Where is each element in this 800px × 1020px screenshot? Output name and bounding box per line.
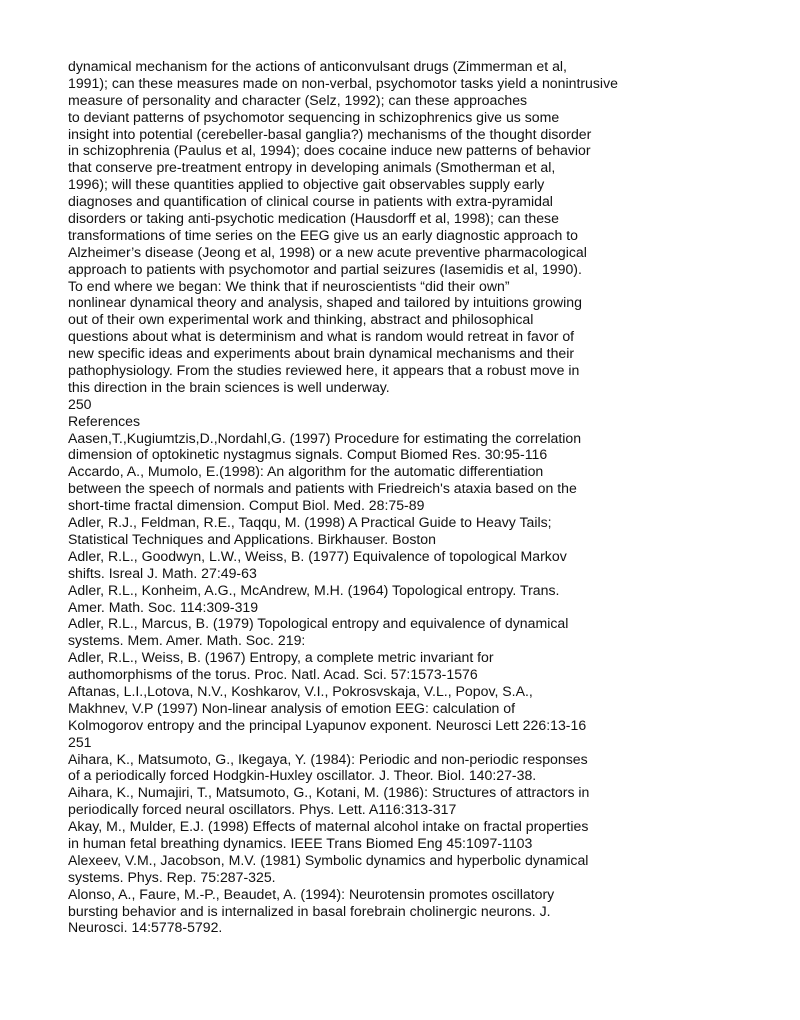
body-line: To end where we began: We think that if neuroscientists “did their own” — [68, 277, 510, 294]
body-line: in schizophrenia (Paulus et al, 1994); does cocaine induce new patterns of behavior — [68, 142, 591, 159]
reference-line: Aihara, K., Numajiri, T., Matsumoto, G., Kotani, M. (1986): Structures of attractors in — [68, 784, 590, 801]
reference-line: systems. Phys. Rep. 75:287-325. — [68, 868, 276, 885]
reference-line: between the speech of normals and patients with Friedreich's ataxia based on the — [68, 480, 577, 497]
references-heading: References — [68, 412, 141, 429]
reference-line: of a periodically forced Hodgkin-Huxley oscillator. J. Theor. Biol. 140:27-38. — [68, 767, 537, 784]
reference-line: Aftanas, L.I.,Lotova, N.V., Koshkarov, V.I., Pokrosvskaja, V.L., Popov, S.A., — [68, 682, 533, 699]
page-number: 251 — [68, 733, 92, 750]
body-line: diagnoses and quantification of clinical course in patients with extra-pyramidal — [68, 193, 553, 210]
reference-line: Adler, R.L., Weiss, B. (1967) Entropy, a complete metric invariant for — [68, 649, 494, 666]
body-line: approach to patients with psychomotor and partial seizures (Iasemidis et al, 1990). — [68, 260, 582, 277]
reference-line: Adler, R.L., Konheim, A.G., McAndrew, M.H. (1964) Topological entropy. Trans. — [68, 581, 560, 598]
reference-line: bursting behavior and is internalized in basal forebrain cholinergic neurons. J. — [68, 902, 551, 919]
reference-line: Alonso, A., Faure, M.-P., Beaudet, A. (1994): Neurotensin promotes oscillatory — [68, 885, 555, 902]
body-line: nonlinear dynamical theory and analysis, shaped and tailored by intuitions growing — [68, 294, 582, 311]
reference-line: Aihara, K., Matsumoto, G., Ikegaya, Y. (1984): Periodic and non-periodic responses — [68, 750, 588, 767]
reference-list-continued — [68, 751, 780, 937]
reference-line: Kolmogorov entropy and the principal Lyapunov exponent. Neurosci Lett 226:13-16 — [68, 716, 587, 733]
reference-line: dimension of optokinetic nystagmus signals. Comput Biomed Res. 30:95-116 — [68, 446, 548, 463]
reference-line: authomorphisms of the torus. Proc. Natl. Acad. Sci. 57:1573-1576 — [68, 666, 478, 683]
reference-line: Adler, R.J., Feldman, R.E., Taqqu, M. (1998) A Practical Guide to Heavy Tails; — [68, 514, 552, 531]
document-page — [68, 58, 780, 936]
reference-line: Aasen,T.,Kugiumtzis,D.,Nordahl,G. (1997) Procedure for estimating the correlation — [68, 429, 582, 446]
body-line: that conserve pre-treatment entropy in developing animals (Smotherman et al, — [68, 159, 556, 176]
body-line: disorders or taking anti-psychotic medication (Hausdorff et al, 1998); can these — [68, 210, 559, 227]
body-line: out of their own experimental work and thinking, abstract and philosophical — [68, 311, 534, 328]
body-line: measure of personality and character (Selz, 1992); can these approaches — [68, 91, 528, 108]
reference-line: in human fetal breathing dynamics. IEEE Trans Biomed Eng 45:1097-1103 — [68, 834, 533, 851]
body-line: Alzheimer’s disease (Jeong et al, 1998) or a new acute preventive pharmacological — [68, 243, 587, 260]
reference-line: Neurosci. 14:5778-5792. — [68, 919, 223, 936]
body-line: this direction in the brain sciences is well underway. — [68, 378, 390, 395]
reference-line: Adler, R.L., Goodwyn, L.W., Weiss, B. (1977) Equivalence of topological Markov — [68, 547, 567, 564]
body-line: questions about what is determinism and what is random would retreat in favor of — [68, 328, 575, 345]
body-line: dynamical mechanism for the actions of anticonvulsant drugs (Zimmerman et al, — [68, 58, 567, 74]
page-number: 250 — [68, 395, 92, 412]
reference-line: Adler, R.L., Marcus, B. (1979) Topological entropy and equivalence of dynamical — [68, 615, 569, 632]
reference-line: Amer. Math. Soc. 114:309-319 — [68, 598, 259, 615]
reference-line: short-time fractal dimension. Comput Biol. Med. 28:75-89 — [68, 497, 425, 514]
reference-line: Akay, M., Mulder, E.J. (1998) Effects of maternal alcohol intake on fractal properties — [68, 818, 589, 835]
body-line: insight into potential (cerebeller-basal ganglia?) mechanisms of the thought disorder — [68, 125, 592, 142]
body-line: new specific ideas and experiments about brain dynamical mechanisms and their — [68, 345, 575, 362]
reference-line: periodically forced neural oscillators. Phys. Lett. A116:313-317 — [68, 801, 457, 818]
body-line: transformations of time series on the EEG give us an early diagnostic approach to — [68, 226, 578, 243]
body-line: to deviant patterns of psychomotor sequencing in schizophrenics give us some — [68, 108, 560, 125]
body-text — [68, 58, 780, 396]
body-line: 1991); can these measures made on non-verbal, psychomotor tasks yield a nonintrusive — [68, 74, 618, 91]
reference-line: Alexeev, V.M., Jacobson, M.V. (1981) Symbolic dynamics and hyperbolic dynamical — [68, 851, 589, 868]
reference-line: Accardo, A., Mumolo, E.(1998): An algorithm for the automatic differentiation — [68, 463, 544, 480]
reference-line: systems. Mem. Amer. Math. Soc. 219: — [68, 632, 306, 649]
reference-line: Statistical Techniques and Applications. Birkhauser. Boston — [68, 530, 436, 547]
body-line: pathophysiology. From the studies reviewed here, it appears that a robust move in — [68, 362, 580, 379]
reference-line: shifts. Isreal J. Math. 27:49-63 — [68, 564, 257, 581]
reference-list — [68, 430, 780, 734]
body-line: 1996); will these quantities applied to objective gait observables supply early — [68, 176, 545, 193]
reference-line: Makhnev, V.P (1997) Non-linear analysis of emotion EEG: calculation of — [68, 699, 516, 716]
